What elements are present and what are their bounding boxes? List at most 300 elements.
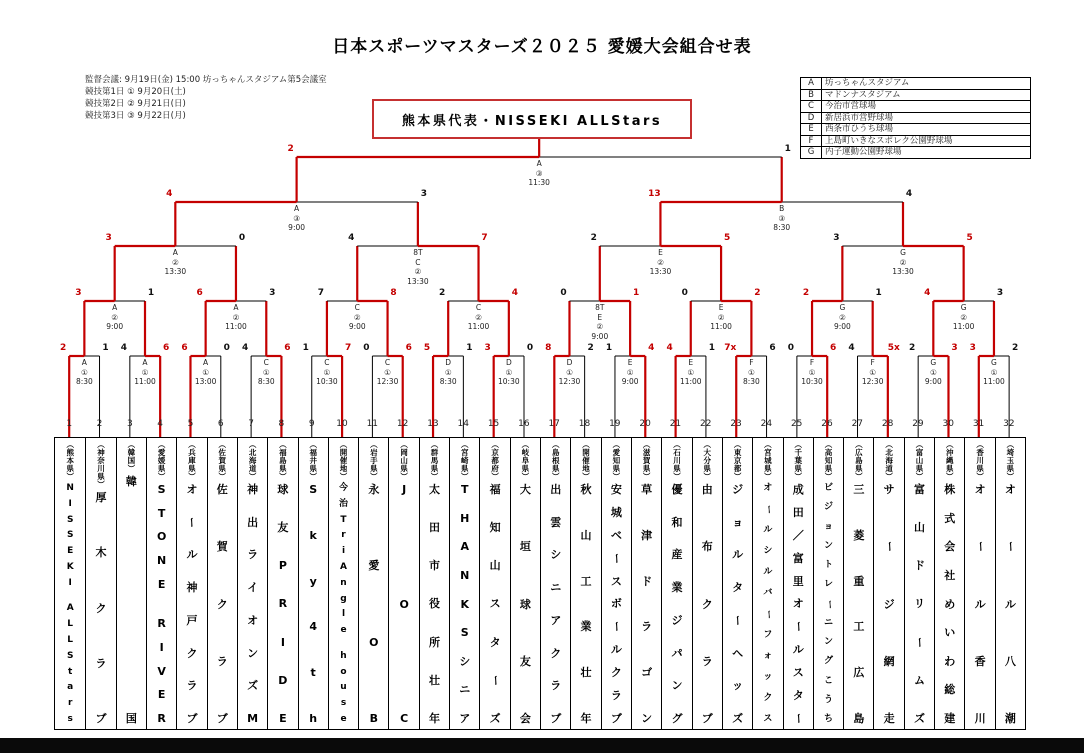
team-name: オ ー ル 八 潮 <box>1003 483 1017 725</box>
team-cell <box>116 438 146 729</box>
team-name: 優 和 産 業 ジ パ ン グ <box>671 483 683 725</box>
match-label: A <box>233 303 239 312</box>
match-score: 8 <box>545 343 552 353</box>
team-number: 5 <box>187 419 194 429</box>
team-number: 10 <box>336 419 348 429</box>
team-prefecture: ︵ 群 馬 県 ︶ <box>430 440 439 481</box>
team-prefecture: ︵ 開 催 地 ︶ <box>582 440 590 481</box>
match-label: ② <box>414 267 422 276</box>
match-label: A <box>203 358 209 367</box>
team-number: 26 <box>821 419 833 429</box>
team-name: 永 愛 O B <box>368 483 380 725</box>
match-score: 6 <box>830 343 837 353</box>
match-score: 3 <box>105 233 112 243</box>
match-label: A <box>81 358 87 367</box>
match-label: 8:30 <box>773 223 791 232</box>
match-score: 3 <box>269 288 276 298</box>
match-score: 7x <box>724 343 737 353</box>
match-label: ① <box>808 367 816 377</box>
team-number: 23 <box>730 419 742 429</box>
info-line: 競技第3日 ③ 9月22日(月) <box>85 111 186 121</box>
champion-label: 熊本県代表・NISSEKI ALLStars <box>401 113 663 129</box>
team-name: 太 田 市 役 所 壮 年 <box>428 483 440 725</box>
team-cell <box>479 438 509 729</box>
match-score: 1 <box>466 343 473 353</box>
team-cell <box>995 438 1025 729</box>
match-label: ② <box>596 322 604 331</box>
team-name: 福 知 山 ス タ ー ズ <box>488 483 502 725</box>
match-label: ① <box>444 367 452 377</box>
match-label: ② <box>838 312 846 322</box>
team-prefecture: ︵ 北 海 道 ︶ <box>885 440 893 481</box>
match-score: 3 <box>420 189 427 199</box>
match-label: 9:00 <box>833 322 851 331</box>
team-number: 16 <box>518 419 530 429</box>
team-cell <box>813 438 843 729</box>
match-score: 3 <box>75 288 82 298</box>
match-label: 8:30 <box>439 377 457 386</box>
bottom-black-bar <box>0 738 1084 753</box>
team-prefecture: ︵ 愛 媛 県 ︶ <box>157 440 166 481</box>
match-label: 10:30 <box>801 377 823 386</box>
match-label: ① <box>384 367 391 377</box>
team-name: 株 式 会 社 め い わ 総 建 <box>944 483 956 725</box>
team-prefecture: ︵ 岐 阜 県 ︶ <box>521 440 530 481</box>
match-label: 13:30 <box>892 267 914 276</box>
team-prefecture: ︵ 沖 縄 県 ︶ <box>946 440 954 481</box>
match-label: ① <box>990 367 998 377</box>
team-number: 18 <box>578 419 591 429</box>
match-label: G <box>839 303 846 312</box>
team-number: 4 <box>157 419 163 429</box>
match-label: 11:00 <box>679 377 702 386</box>
match-score: 0 <box>560 288 567 298</box>
match-label: D <box>445 358 452 367</box>
match-score: 1 <box>605 343 613 353</box>
match-score: 1 <box>102 343 109 353</box>
match-label: 8:30 <box>75 377 93 386</box>
team-name: オ ー ル シ ル バ ー フ ォ ッ ク ス <box>763 483 774 724</box>
match-score: 4 <box>924 288 931 298</box>
match-score: 8 <box>390 288 397 298</box>
match-label: C <box>324 358 330 367</box>
match-label: ① <box>687 367 695 377</box>
team-prefecture: ︵ 熊 本 県 ︶ <box>66 440 74 481</box>
team-prefecture: ︵ 北 海 道 ︶ <box>248 440 257 481</box>
match-score: 3 <box>484 343 491 353</box>
team-prefecture: ︵ 兵 庫 県 ︶ <box>188 440 196 481</box>
match-label: 13:30 <box>649 267 672 276</box>
match-score: 6 <box>181 343 188 353</box>
team-cell <box>964 438 994 729</box>
team-prefecture: ︵ 岩 手 県 ︶ <box>370 440 378 481</box>
match-label: ② <box>232 312 240 322</box>
match-label: 9:00 <box>591 331 609 341</box>
team-number: 12 <box>396 419 409 429</box>
team-name: 富 山 ド リ ー ム ズ <box>912 483 926 725</box>
match-label: A <box>294 204 300 213</box>
team-number: 30 <box>942 419 954 429</box>
team-cell <box>570 438 600 729</box>
team-name: 成 田 ／ 富 里 オ ー ル ス タ ー <box>791 483 805 724</box>
match-score: 4 <box>166 189 173 199</box>
venue-code: C <box>801 101 822 113</box>
team-number: 6 <box>217 419 224 429</box>
team-name: 草 津 ド ラ ゴ ン <box>641 483 653 725</box>
match-score: 4 <box>120 343 127 353</box>
match-score: 1 <box>784 144 791 154</box>
venue-code: E <box>801 124 822 136</box>
match-label: G <box>900 248 906 257</box>
match-label: 13:00 <box>194 377 217 386</box>
venue-name: 内子運動公園野球場 <box>822 147 1031 159</box>
team-name: オ ー ル 香 川 <box>973 483 987 725</box>
match-score: 1 <box>147 288 155 298</box>
match-label: 11:00 <box>952 322 975 331</box>
team-number: 31 <box>972 419 985 429</box>
venue-name: 新居浜市営野球場 <box>822 112 1031 124</box>
match-score: 3 <box>969 343 976 353</box>
team-number: 29 <box>912 419 924 429</box>
team-cell <box>661 438 691 729</box>
venue-code: F <box>801 135 822 147</box>
team-number: 17 <box>548 419 560 429</box>
team-name: T H A N K S シ ニ ア <box>459 483 471 725</box>
match-label: 8T <box>413 248 423 257</box>
venue-code: B <box>801 89 822 101</box>
match-label: 9:00 <box>621 377 639 386</box>
match-label: ① <box>80 367 88 377</box>
team-prefecture: ︵ 佐 賀 県 ︶ <box>218 440 226 481</box>
team-prefecture: ︵ 福 島 県 ︶ <box>279 440 287 481</box>
team-name: 安 城 ベ ー ス ボ ー ル ク ラ ブ <box>609 483 623 725</box>
team-number: 24 <box>760 419 773 429</box>
team-prefecture: ︵ 千 葉 県 ︶ <box>794 440 802 481</box>
team-number: 21 <box>669 419 682 429</box>
team-cell <box>388 438 418 729</box>
match-score: 0 <box>238 233 246 243</box>
match-label: ③ <box>535 168 543 178</box>
match-score: 7 <box>344 343 352 353</box>
team-prefecture: ︵ 宮 崎 県 ︶ <box>461 440 469 481</box>
match-label: ② <box>717 312 725 322</box>
match-score: 5 <box>966 233 973 243</box>
team-number: 1 <box>66 419 73 429</box>
match-score: 6 <box>405 343 412 353</box>
team-name: オ ー ル 神 戸 ク ラ ブ <box>185 483 199 725</box>
match-score: 7 <box>481 233 488 243</box>
team-cell <box>601 438 631 729</box>
team-cell <box>510 438 540 729</box>
team-cell <box>934 438 964 729</box>
match-label: ① <box>626 367 634 377</box>
team-name: 厚 木 ク ラ ブ <box>95 491 107 725</box>
team-cell <box>631 438 661 729</box>
match-label: A <box>172 248 178 257</box>
venue-code: D <box>801 112 822 124</box>
match-score: 6 <box>163 343 170 353</box>
team-cell <box>540 438 570 729</box>
team-cell <box>85 438 115 729</box>
match-label: D <box>505 358 512 367</box>
team-cell <box>176 438 206 729</box>
team-name: ジ ョ ル タ ー ヘ ッ ズ <box>731 483 745 725</box>
match-label: ① <box>748 367 755 377</box>
venue-name: 上島町いきなスポレク公園野球場 <box>822 135 1031 147</box>
match-label: 12:30 <box>376 377 399 386</box>
match-label: C <box>263 358 269 367</box>
match-score: 4 <box>648 343 655 353</box>
team-name: 佐 賀 ク ラ ブ <box>216 483 228 725</box>
match-label: ③ <box>778 213 786 223</box>
team-name: S T O N E R I V E R <box>156 483 167 725</box>
team-name: 神 出 ラ イ オ ン ズ M <box>247 483 259 725</box>
team-number: 32 <box>1003 419 1015 429</box>
match-label: ② <box>111 312 119 322</box>
info-line: 競技第2日 ② 9月21日(日) <box>85 99 186 109</box>
match-label: ② <box>657 257 664 267</box>
venue-name: 西条市ひうち球場 <box>822 124 1031 136</box>
team-prefecture: ︵ 神 奈 川 県 ︶ <box>97 440 105 489</box>
match-score: 4 <box>241 343 249 353</box>
team-name: S k y 4 t h <box>309 483 318 725</box>
team-cell <box>207 438 237 729</box>
match-score: 4 <box>348 233 355 243</box>
team-prefecture: ︵ 岡 山 県 ︶ <box>400 440 408 481</box>
team-name: 大 垣 球 友 会 <box>519 483 531 725</box>
team-prefecture: ︵ 福 井 県 ︶ <box>309 440 317 481</box>
match-label: 13:30 <box>407 276 429 286</box>
match-score: 1 <box>708 343 716 353</box>
match-score: 3 <box>951 343 958 353</box>
team-name: 球 友 P R I D E <box>277 483 289 725</box>
match-score: 6 <box>769 343 776 353</box>
team-prefecture: ︵ 石 川 県 ︶ <box>673 440 681 481</box>
team-prefecture: ︵ 滋 賀 県 ︶ <box>642 440 651 481</box>
match-score: 2 <box>909 343 916 353</box>
team-prefecture: ︵ 高 知 県 ︶ <box>824 440 833 481</box>
match-label: 13:30 <box>164 267 187 276</box>
info-line: 監督会議: 9月19日(金) 15:00 坊っちゃんスタジアム第5会議室 <box>85 75 327 85</box>
match-label: 11:00 <box>710 322 732 331</box>
venue-code: G <box>801 147 822 159</box>
team-prefecture: ︵ 富 山 県 ︶ <box>915 440 924 481</box>
match-label: 9:00 <box>106 322 124 331</box>
match-label: B <box>779 204 785 213</box>
team-prefecture: ︵ 愛 知 県 ︶ <box>612 440 621 481</box>
match-score: 3 <box>833 233 840 243</box>
team-prefecture: ︵ 広 島 県 ︶ <box>855 440 863 481</box>
match-label: ① <box>323 367 331 377</box>
match-label: C <box>475 303 482 312</box>
team-prefecture: ︵ 埼 玉 県 ︶ <box>1006 440 1015 481</box>
match-label: F <box>809 358 815 367</box>
match-label: C <box>354 303 360 312</box>
team-name: J O C <box>399 483 409 725</box>
team-number: 13 <box>427 419 439 429</box>
team-cell <box>237 438 267 729</box>
team-cell <box>449 438 479 729</box>
match-score: 5x <box>887 343 900 353</box>
match-label: C <box>415 257 421 267</box>
match-label: ② <box>353 312 361 322</box>
team-cell <box>692 438 722 729</box>
team-prefecture: ︵ 韓 国 ︶ <box>127 440 136 473</box>
match-label: E <box>658 248 663 257</box>
team-number: 2 <box>96 419 103 429</box>
team-name: 出 雲 シ ニ ア ク ラ ブ <box>550 483 562 725</box>
match-score: 7 <box>317 288 325 298</box>
match-score: 2 <box>587 343 594 353</box>
match-score: 4 <box>848 343 855 353</box>
match-label: 8:30 <box>257 377 275 386</box>
team-prefecture: ︵ 香 川 県 ︶ <box>976 440 984 481</box>
team-number: 9 <box>308 419 315 429</box>
match-label: ② <box>960 312 967 322</box>
team-number: 22 <box>700 419 712 429</box>
match-label: E <box>597 312 603 322</box>
match-label: 12:30 <box>861 377 884 386</box>
team-prefecture: ︵ 東 京 都 ︶ <box>733 440 742 481</box>
match-score: 2 <box>590 233 597 243</box>
team-number: 25 <box>790 419 803 429</box>
match-score: 2 <box>439 288 446 298</box>
match-label: E <box>627 358 633 367</box>
match-label: ② <box>475 312 482 322</box>
match-score: 4 <box>511 288 518 298</box>
match-score: 5 <box>723 233 731 243</box>
page-title: 日本スポーツマスターズ２０２５ 愛媛大会組合せ表 <box>332 37 752 57</box>
match-label: F <box>749 358 754 367</box>
match-score: 5 <box>423 343 431 353</box>
match-label: 8T <box>595 303 605 312</box>
team-number: 28 <box>881 419 894 429</box>
team-cell <box>419 438 449 729</box>
match-score: 0 <box>681 288 688 298</box>
team-number: 27 <box>851 419 864 429</box>
match-label: A <box>536 159 542 168</box>
match-label: D <box>566 358 573 367</box>
match-score: 0 <box>223 343 230 353</box>
team-number: 20 <box>639 419 651 429</box>
venue-code: A <box>801 78 822 90</box>
match-score: 1 <box>302 343 309 353</box>
team-cell <box>298 438 328 729</box>
team-cell <box>146 438 176 729</box>
match-label: A <box>142 358 148 367</box>
team-name: 秋 山 工 業 壮 年 <box>580 483 592 725</box>
match-score: 0 <box>363 343 370 353</box>
info-line: 競技第1日 ① 9月20日(土) <box>85 87 186 97</box>
match-label: G <box>991 358 997 367</box>
match-label: G <box>960 303 967 312</box>
match-label: 11:00 <box>983 377 1005 386</box>
match-label: C <box>384 358 391 367</box>
team-name: ビ ジ ョ ン ト レ ー ニ ン グ こ う ち <box>823 483 834 724</box>
match-score: 4 <box>905 189 913 199</box>
match-label: ① <box>141 367 149 377</box>
match-label: ③ <box>293 213 300 223</box>
team-cell <box>904 438 934 729</box>
team-name: 由 布 ク ラ ブ <box>701 483 713 725</box>
team-cell <box>873 438 903 729</box>
match-score: 2 <box>754 288 761 298</box>
team-number: 3 <box>126 419 133 429</box>
team-number: 15 <box>487 419 500 429</box>
match-label: ② <box>899 257 907 267</box>
team-cell <box>267 438 297 729</box>
team-number: 8 <box>278 419 285 429</box>
team-prefecture: ︵ 宮 城 県 ︶ <box>764 440 772 481</box>
team-table <box>54 437 1026 730</box>
match-score: 6 <box>196 288 203 298</box>
team-name: N I S S E K I A L L S t a r s <box>66 483 74 724</box>
match-score: 3 <box>996 288 1004 298</box>
match-label: 9:00 <box>924 377 942 386</box>
team-cell <box>722 438 752 729</box>
team-number: 11 <box>366 419 379 429</box>
team-prefecture: ︵ 大 分 県 ︶ <box>703 440 711 481</box>
match-score: 6 <box>284 343 291 353</box>
match-score: 1 <box>875 288 882 298</box>
match-score: 2 <box>1011 343 1019 353</box>
match-label: 12:30 <box>558 377 581 386</box>
match-score: 2 <box>60 343 67 353</box>
team-cell <box>328 438 358 729</box>
team-name: 今 治 T r i A n g l e h o u s e <box>338 483 348 724</box>
match-label: 9:00 <box>348 322 366 331</box>
match-label: 9:00 <box>288 223 306 232</box>
team-cell <box>358 438 388 729</box>
team-cell <box>843 438 873 729</box>
match-label: 11:00 <box>134 377 156 386</box>
match-score: 0 <box>787 343 794 353</box>
team-cell <box>752 438 782 729</box>
match-label: 8:30 <box>742 377 760 386</box>
match-score: 4 <box>666 343 673 353</box>
match-label: ① <box>566 367 573 377</box>
match-label: 11:00 <box>467 322 490 331</box>
match-label: ② <box>171 257 179 267</box>
team-name: 韓 国 <box>125 475 137 725</box>
match-label: A <box>112 303 118 312</box>
team-number: 19 <box>609 419 621 429</box>
match-label: E <box>688 358 694 367</box>
match-score: 1 <box>632 288 640 298</box>
team-name: 三 菱 重 工 広 島 <box>853 483 865 725</box>
match-score: 0 <box>526 343 534 353</box>
team-number: 7 <box>248 419 254 429</box>
team-cell <box>783 438 813 729</box>
match-label: ① <box>505 367 513 377</box>
venue-name: マドンナスタジアム <box>822 89 1031 101</box>
match-label: 10:30 <box>316 377 338 386</box>
venue-name: 今治市営球場 <box>822 101 1031 113</box>
team-number: 14 <box>457 419 469 429</box>
match-label: ① <box>869 367 877 377</box>
match-score: 2 <box>287 144 294 154</box>
team-number-row <box>54 419 1024 429</box>
match-label: 10:30 <box>498 377 520 386</box>
team-name: サ ー ジ 網 走 <box>882 483 896 725</box>
team-prefecture: ︵ 島 根 県 ︶ <box>551 440 560 481</box>
match-label: E <box>718 303 724 312</box>
match-label: ① <box>202 367 209 377</box>
venue-name: 坊っちゃんスタジアム <box>822 78 1031 90</box>
match-label: G <box>930 358 937 367</box>
match-score: 2 <box>802 288 810 298</box>
team-prefecture: ︵ 京 都 府 ︶ <box>491 440 499 481</box>
